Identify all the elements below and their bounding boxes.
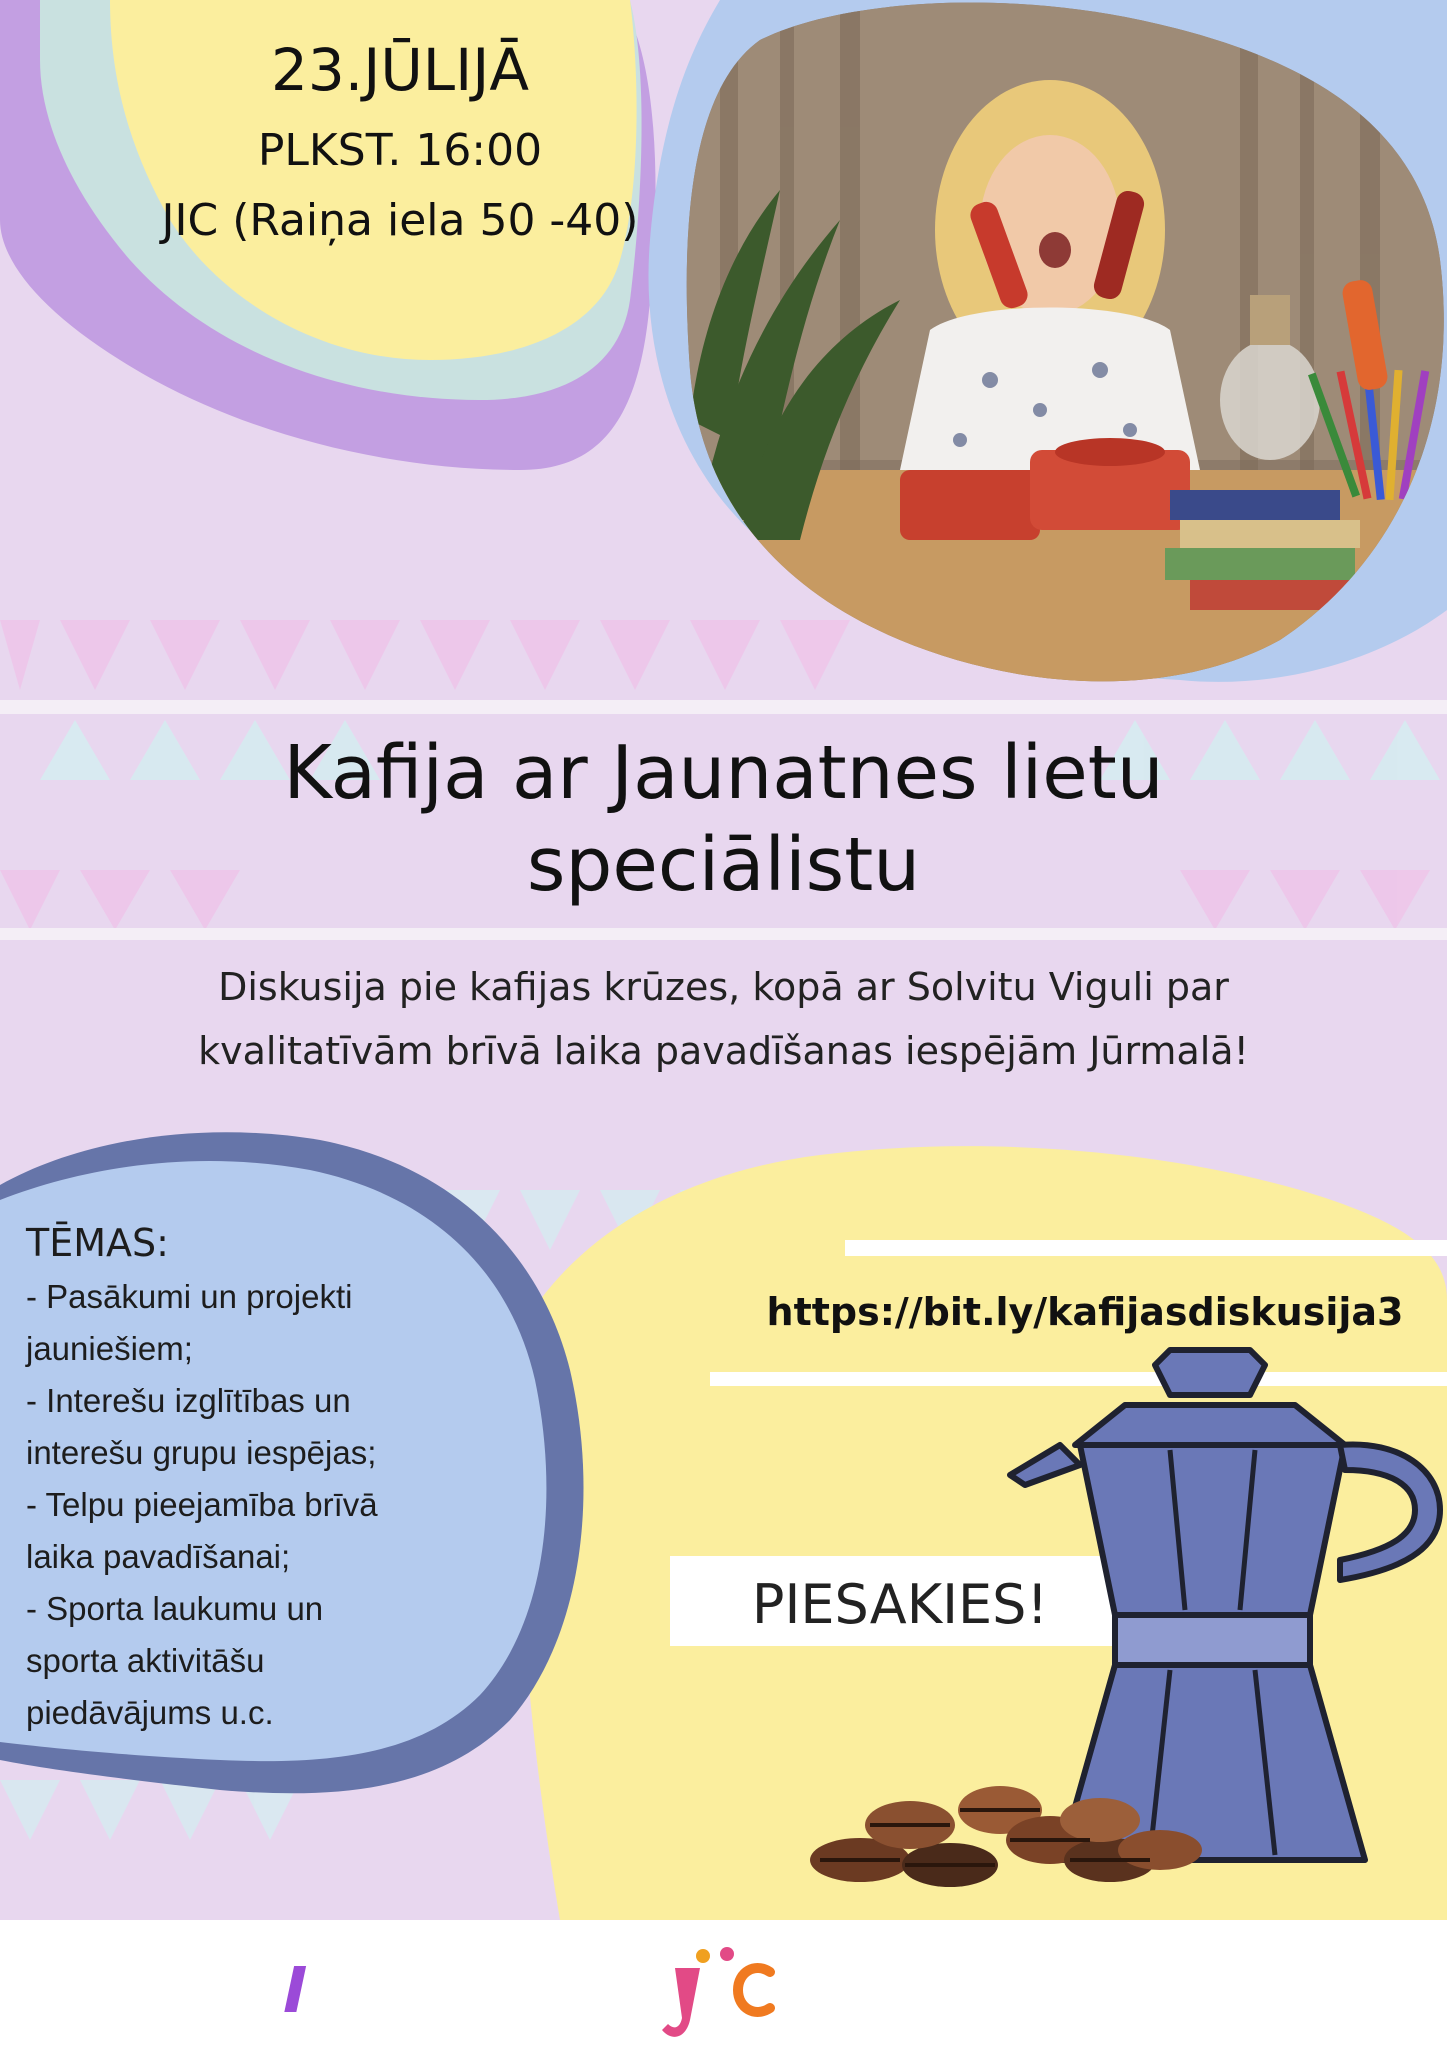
topics-heading: TĒMAS:: [26, 1221, 169, 1265]
description-line-2: kvalitatīvām brīvā laika pavadīšanas iespējām Jūrmalā!: [198, 1029, 1249, 1073]
event-description: [100, 955, 1347, 1083]
signup-cta: PIESAKIES!: [751, 1573, 1049, 1636]
topic-line: interešu grupu iespējas;: [26, 1434, 377, 1471]
event-place: JIC (Raiņa iela 50 -40): [161, 195, 639, 246]
topic-line: - Pasākumi un projekti: [26, 1278, 353, 1315]
topic-line: - Sporta laukumu un: [26, 1590, 324, 1627]
description-line-1: Diskusija pie kafijas krūzes, kopā ar Solvitu Viguli par: [218, 965, 1229, 1009]
topics-list: [26, 1215, 456, 1739]
topic-line: laika pavadīšanai;: [26, 1538, 291, 1575]
event-time: PLKST. 16:00: [257, 125, 543, 176]
title-line-1: Kafija ar Jaunatnes lietu: [283, 730, 1164, 816]
topic-line: - Telpu pieejamība brīvā: [26, 1486, 378, 1523]
topic-line: - Interešu izglītības un: [26, 1382, 351, 1419]
title-line-2: speciālistu: [526, 822, 921, 908]
signup-link[interactable]: https://bit.ly/kafijasdiskusija3: [766, 1290, 1404, 1334]
topic-line: jauniešiem;: [26, 1330, 193, 1367]
poster-title: [120, 727, 1327, 911]
event-date: 23.JŪLIJĀ: [271, 36, 529, 104]
topic-line: sporta aktivitāšu: [26, 1642, 265, 1679]
topic-line: piedāvājums u.c.: [26, 1694, 274, 1731]
